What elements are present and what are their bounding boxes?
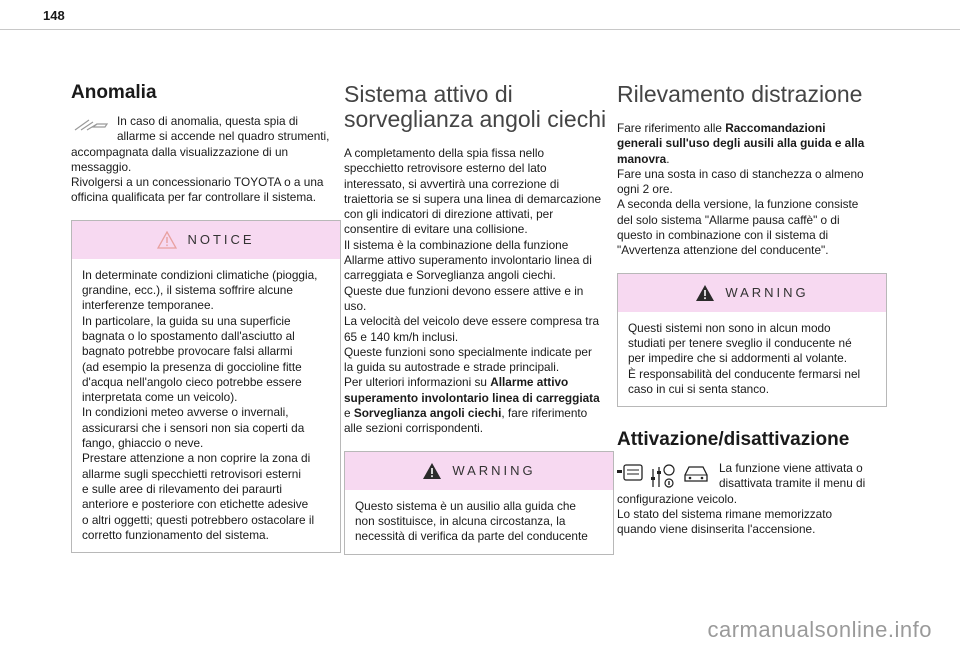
body-line: Queste funzioni sono specialmente indicate per [344,344,592,359]
notice-line: interferenze temporanee. [82,298,214,313]
vehicle-settings-icon [649,463,675,489]
activation-line: Lo stato del sistema rimane memorizzato [617,507,833,522]
body-line: Fare una sosta in caso di stanchezza o almeno [617,166,864,181]
notice-line: grandine, ecc.), il sistema soffrire alcune [82,283,293,298]
activation-line: quando viene disinserita l'accensione. [617,522,816,537]
rilevamento-body [617,121,887,259]
car-icon [681,463,711,485]
anomaly-line-6: officina qualificata per far controllare il sistema. [71,190,317,205]
warning-line: non sostituisce, in alcuna circostanza, la [355,513,566,528]
section-heading-anomalia: Anomalia [71,82,157,103]
body-line: specchietto retrovisore esterno del lato [344,161,547,176]
activation-icons [617,463,711,489]
anomaly-line-5: Rivolgersi a un concessionario TOYOTA o a una [71,175,324,190]
reference-line-3 [617,152,887,167]
body-line: Queste due funzioni devono essere attive e in [344,283,584,298]
activation-line: La funzione viene attivata o [719,461,863,476]
warning-box-sistema [344,451,614,555]
warning-header [618,274,886,312]
activation-line: disattivata tramite il menu di [719,476,866,491]
body-line: 65 e 140 km/h inclusi. [344,329,459,344]
column-sistema-attivo [344,82,614,555]
notice-line: e sulle aree di rilevamento dei paraurti [82,481,282,496]
body-line: interessato, si avvertirà una correzione di [344,176,560,191]
notice-title: NOTICE [187,232,255,248]
notice-line: fango, ghiaccio o neve. [82,436,204,451]
body-line: consentire di evitare una collisione. [344,222,528,237]
notice-line: anteriore e posteriore con etichette adesive [82,497,309,512]
notice-line: o altri oggetti; questi potrebbero ostacolare il [82,512,315,527]
anomaly-line-3: accompagnata dalla visualizzazione di un [71,144,289,159]
notice-line: bagnata o lo spostamento dall'asciutto al [82,328,295,343]
body-line: uso. [344,298,367,313]
ref-link-bold: Raccomandazioni [725,121,826,135]
body-line: Il sistema è la combinazione della funzione [344,237,569,252]
warning-box-rilevamento [617,273,887,407]
anomaly-line-1: In caso di anomalia, questa spia di [117,114,298,128]
notice-header [72,221,340,259]
notice-line: d'acqua nell'angolo cieco potrebbe essere [82,374,302,389]
body-line: del solo sistema "Allarme pausa caffè" o di [617,212,840,227]
notice-line: In condizioni meteo avverse o invernali, [82,405,289,420]
caution-outline-icon [157,231,177,249]
notice-line: Prestare attenzione a non coprire la zona di [82,451,311,466]
screen-menu-icon [617,463,643,483]
notice-line: bagnato potrebbe provocare falsi allarmi [82,344,293,359]
warning-body [618,312,886,406]
body-line: ogni 2 ore. [617,182,673,197]
body-line: carreggiata e Sorveglianza angoli ciechi. [344,268,556,283]
warning-body [345,490,613,554]
reference-line-1 [344,375,614,390]
section-title-rilevamento: Rilevamento distrazione [617,81,863,107]
warning-line: caso in cui si senta stanco. [628,381,769,396]
notice-line: interpretata come un veicolo). [82,390,238,405]
warning-title: WARNING [452,462,536,478]
sistema-attivo-body [344,146,614,437]
warning-triangle-icon [422,462,442,480]
reference-line-3 [344,406,614,421]
header-divider [0,29,960,30]
warning-title: WARNING [725,285,809,301]
blind-spot-warning-icon [71,116,111,134]
warning-line: Questi sistemi non sono in alcun modo [628,320,831,335]
warning-line: per impedire che si addormenti al volante. [628,351,848,366]
notice-line: assicurarsi che i sensori non sia coperti da [82,420,305,435]
body-line: A completamento della spia fissa nello [344,146,545,160]
warning-triangle-icon [695,284,715,302]
warning-line: Questo sistema è un ausilio alla guida che [355,498,576,513]
page-number: 148 [43,8,65,23]
body-line: traiettoria se si supera una linea di demarcazione [344,191,602,206]
body-line: A seconda della versione, la funzione consiste [617,197,859,212]
anomaly-line-2: allarme si accende nel quadro strumenti, [117,129,330,144]
reference-line-1 [617,121,887,136]
anomaly-paragraph [71,114,341,206]
column-rilevamento-distrazione [617,82,887,538]
ref-text: e [344,406,354,421]
body-line: la guida su autostrade e strade principali. [344,360,560,375]
warning-line: necessità di verifica da parte del conducente [355,529,588,544]
warning-header [345,452,613,490]
ref-link-bold: Allarme attivo [490,375,569,390]
section-heading-attivazione: Attivazione/disattivazione [617,429,850,451]
reference-line-2: superamento involontario linea di carreggiata [344,390,600,405]
ref-text: Per ulteriori informazioni su [344,375,491,390]
watermark: carmanualsonline.info [707,617,932,642]
warning-line: studiati per tenere sveglio il conducente né [628,335,852,350]
reference-line-2: generali sull'uso degli ausili alla guida e alla [617,136,865,151]
activation-line: configurazione veicolo. [617,491,738,506]
ref-text: Fare riferimento alle [617,121,726,135]
notice-line: corretto funzionamento del sistema. [82,527,269,542]
body-line: Allarme attivo superamento involontario linea di [344,253,592,268]
column-anomalia [71,82,341,553]
warning-line: È responsabilità del conducente fermarsi nel [628,366,861,381]
ref-link-bold: Sorveglianza angoli ciechi [353,406,502,421]
body-line: "Avvertenza attenzione del conducente". [617,243,829,258]
title-line-2: sorveglianza angoli ciechi [344,106,607,132]
notice-line: (ad esempio la presenza di goccioline fitte [82,359,302,374]
notice-line: allarme sugli specchietti retrovisori esterni [82,466,301,481]
notice-line: In determinate condizioni climatiche (pioggia, [82,267,318,282]
body-line: questo in combinazione con il sistema di [617,228,829,243]
notice-body [72,259,340,552]
ref-link-bold: manovra [617,151,667,166]
ref-text: . [666,151,670,166]
anomaly-line-4: messaggio. [71,159,132,174]
notice-line: In particolare, la guida su una superficie [82,313,291,328]
title-line-1: Sistema attivo di [344,81,513,107]
reference-line-4: alle sezioni corrispondenti. [344,421,484,436]
ref-text: , fare riferimento [501,406,588,421]
activation-paragraph [617,461,887,537]
notice-box [71,220,341,553]
body-line: con gli indicatori di direzione attivati, per [344,207,554,222]
body-line: La velocità del veicolo deve essere compresa tra [344,314,600,329]
section-title-sistema-attivo [344,82,614,132]
